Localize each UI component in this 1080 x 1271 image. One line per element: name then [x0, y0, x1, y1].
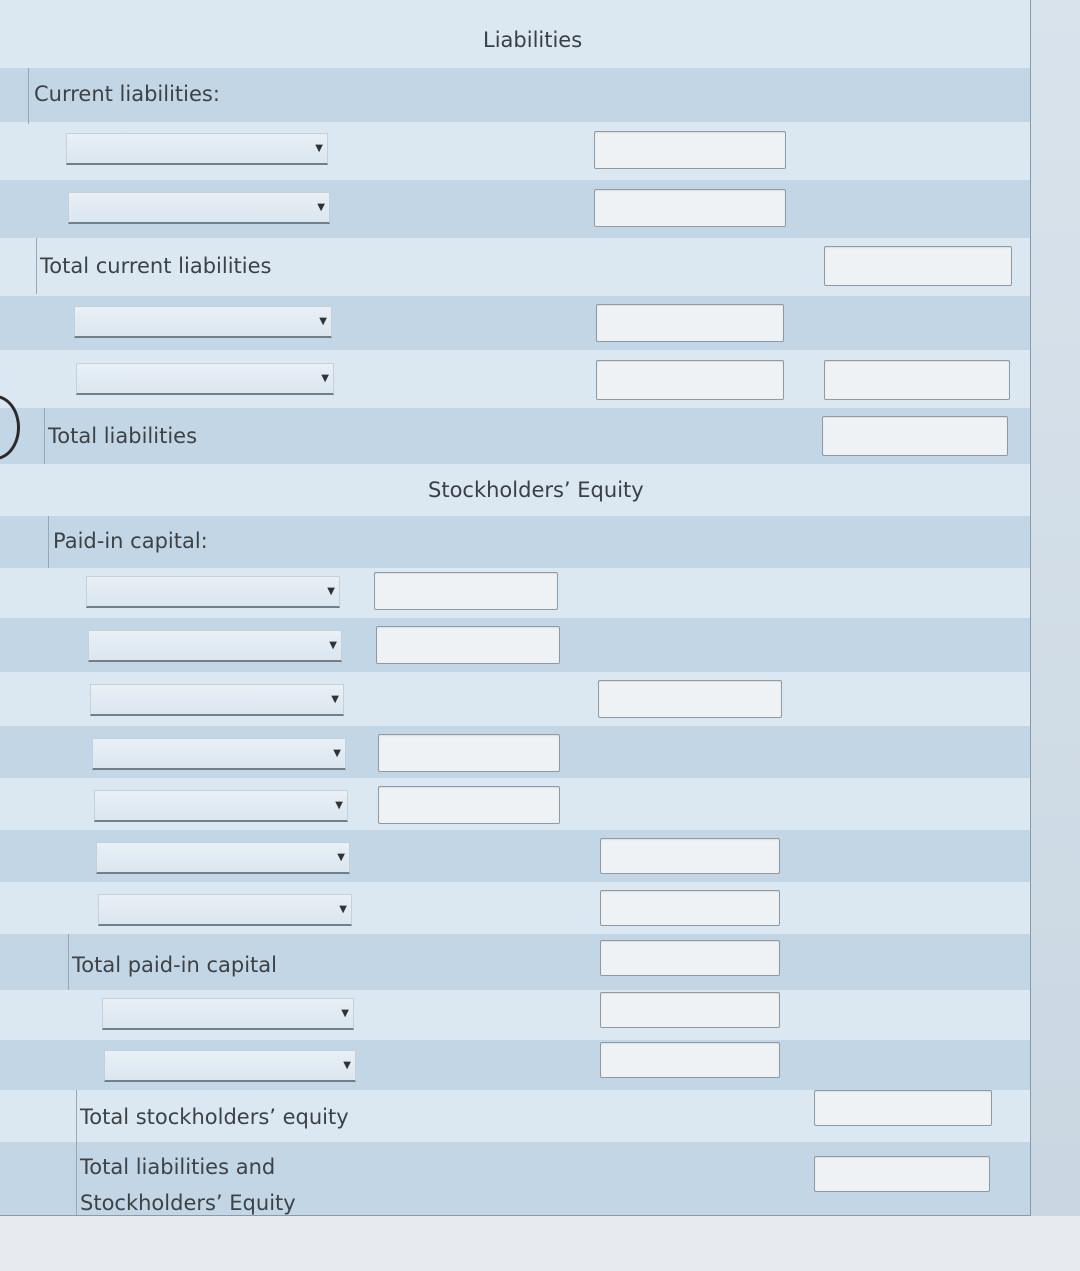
caret-down-icon: ▼	[331, 694, 339, 705]
total-liabilities-label: Total liabilities	[48, 424, 198, 448]
bottom-margin	[0, 1216, 1080, 1271]
paid-in-amount-3[interactable]	[598, 680, 782, 718]
current-liability-amount-1[interactable]	[594, 131, 786, 169]
caret-down-icon: ▼	[317, 202, 325, 213]
equity-other-amount-2[interactable]	[600, 1042, 780, 1078]
caret-down-icon: ▼	[333, 748, 341, 759]
total-stockholders-equity-amount[interactable]	[814, 1090, 992, 1126]
caret-down-icon: ▼	[329, 640, 337, 651]
paid-in-amount-1[interactable]	[374, 572, 558, 610]
caret-down-icon: ▼	[335, 800, 343, 811]
current-liability-amount-2[interactable]	[594, 189, 786, 227]
liabilities-header: Liabilities	[483, 28, 583, 52]
total-liabilities-and-equity-line2: Stockholders’ Equity	[80, 1191, 296, 1215]
caret-down-icon: ▼	[343, 1060, 351, 1071]
label-divider	[28, 68, 29, 124]
paid-in-select-7[interactable]	[98, 894, 352, 926]
long-term-liability-amount-2[interactable]	[596, 360, 784, 400]
caret-down-icon: ▼	[319, 316, 327, 327]
paid-in-amount-4[interactable]	[378, 734, 560, 772]
total-liabilities-and-equity-line1: Total liabilities and	[80, 1155, 276, 1179]
stockholders-equity-header: Stockholders’ Equity	[428, 478, 644, 502]
label-divider	[44, 408, 45, 464]
caret-down-icon: ▼	[315, 143, 323, 154]
label-divider	[36, 238, 37, 294]
caret-down-icon: ▼	[341, 1008, 349, 1019]
paid-in-amount-7[interactable]	[600, 890, 780, 926]
label-divider	[48, 516, 49, 568]
caret-down-icon: ▼	[337, 852, 345, 863]
paid-in-select-4[interactable]	[92, 738, 346, 770]
total-liabilities-and-equity-amount[interactable]	[814, 1156, 990, 1192]
paid-in-select-2[interactable]	[88, 630, 342, 662]
caret-down-icon: ▼	[339, 904, 347, 915]
paid-in-select-1[interactable]	[86, 576, 340, 608]
paid-in-amount-6[interactable]	[600, 838, 780, 874]
long-term-liability-select-2[interactable]	[76, 363, 334, 395]
caret-down-icon: ▼	[321, 373, 329, 384]
paid-in-amount-5[interactable]	[378, 786, 560, 824]
label-divider	[68, 934, 69, 990]
label-divider	[76, 1090, 77, 1215]
equity-other-select-1[interactable]	[102, 998, 354, 1030]
paid-in-select-6[interactable]	[96, 842, 350, 874]
caret-down-icon: ▼	[327, 586, 335, 597]
total-stockholders-equity-label: Total stockholders’ equity	[80, 1105, 349, 1129]
total-liabilities-and-equity-label	[80, 1149, 296, 1216]
current-liability-select-1[interactable]	[66, 133, 328, 165]
current-liability-select-2[interactable]	[68, 192, 330, 224]
long-term-liabilities-subtotal[interactable]	[824, 360, 1010, 400]
paid-in-amount-2[interactable]	[376, 626, 560, 664]
total-current-liabilities-label: Total current liabilities	[40, 254, 272, 278]
long-term-liability-select-1[interactable]	[74, 306, 332, 338]
equity-other-select-2[interactable]	[104, 1050, 356, 1082]
paid-in-capital-label: Paid-in capital:	[53, 529, 208, 553]
paid-in-select-5[interactable]	[94, 790, 348, 822]
current-liabilities-label: Current liabilities:	[34, 82, 220, 106]
total-paid-in-capital-label: Total paid-in capital	[72, 953, 277, 977]
total-paid-in-capital-amount[interactable]	[600, 940, 780, 976]
total-liabilities-amount[interactable]	[822, 416, 1008, 456]
long-term-liability-amount-1[interactable]	[596, 304, 784, 342]
paid-in-select-3[interactable]	[90, 684, 344, 716]
equity-other-amount-1[interactable]	[600, 992, 780, 1028]
total-current-liabilities-amount[interactable]	[824, 246, 1012, 286]
